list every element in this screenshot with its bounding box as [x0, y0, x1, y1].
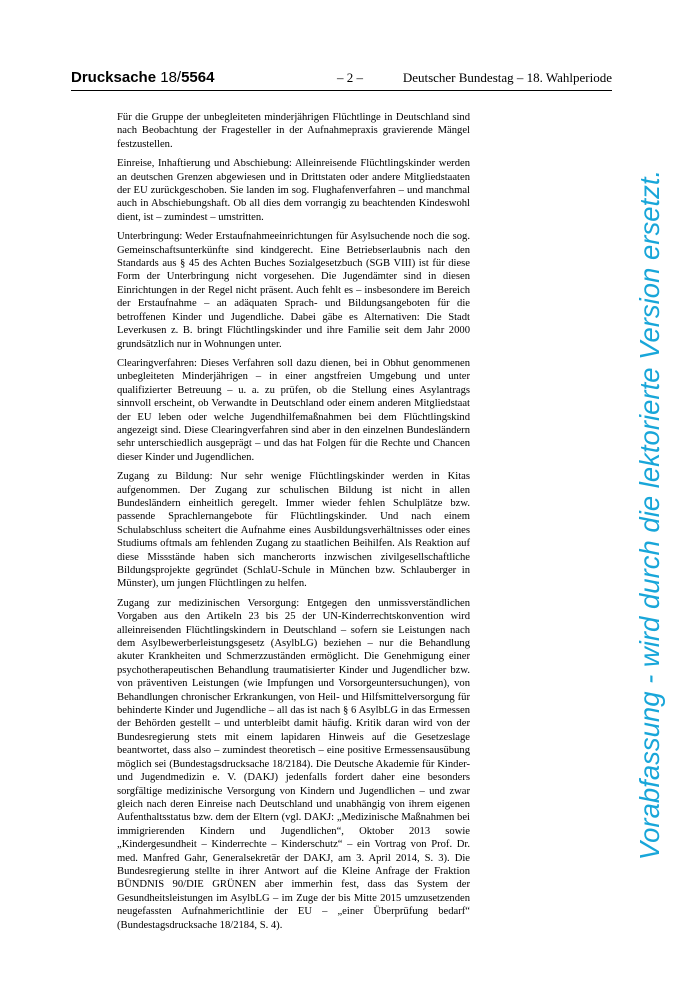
page-number: – 2 –	[337, 70, 363, 85]
paragraph: Unterbringung: Weder Erstaufnahmeeinrichtungen für Asylsuchende noch die sog. Gemeinschaftsunterkünfte sind kindgerecht. Eine Betriebserlaubnis nach den Standards aus § 45 des Achten Buches Sozialgesetzbuch (SGB VIII) ist für diese Form der Unterbringung nicht vorgesehen. Die Jugendämter sind in diesen Einrichtungen in der Regel nicht präsent. Auch fehlt es – insbesondere im Bereich der Erstaufnahme – an adäquaten Sprach- und Bildungsangeboten für die betroffenen Kinder und Jugendliche. Dabei gäbe es Alternativen: Die Stadt Leverkusen z. B. bringt Flüchtlingskinder und ihre Familie seit dem Jahr 2000 grundsätzlich nur in Wohnungen unter.	[117, 231, 470, 350]
paragraph: Zugang zu Bildung: Nur sehr wenige Flüchtlingskinder werden in Kitas aufgenommen. Der Zugang zur schulischen Bildung ist nicht in allen Bundesländern einheitlich geregelt. Immer wieder fehlen Schulplätze bzw. passende Sprachlernangebote für Flüchtlingskinder. Und nach einem Schulabschluss scheitert die Aufnahme eines Ausbildungsverhältnisses oder eines Studiums oftmals am fehlenden Zugang zu staatlichen Beihilfen. Als Reaktion auf diese Missstände haben sich mancherorts inzwischen zivilgesellschaftliche Bildungsprojekte gegründet (SchlaU-Schule in München bzw. Schlauberger in Münster), um jungen Flüchtlingen zu helfen.	[117, 471, 470, 590]
paragraph: Einreise, Inhaftierung und Abschiebung: Alleinreisende Flüchtlingskinder werden an deutschen Grenzen abgewiesen und in Drittstaten oder andere Mitgliedstaaten der EU zurückgeschoben. Sie landen im sog. Flughafenverfahren – und manchmal auch in Abschiebungshaft. Ob all dies dem vorrangig zu beachtenden Kindeswohl dient, ist – zumindest – umstritten.	[117, 158, 470, 223]
document-body	[117, 111, 470, 938]
doc-number-suffix: 5564	[181, 69, 215, 86]
paragraph: Für die Gruppe der unbegleiteten minderjährigen Flüchtlinge in Deutschland sind nach Beobachtung der Fragesteller in der Aufnahmepraxis gravierende Mängel festzustellen.	[117, 112, 470, 150]
institution-label: Deutscher Bundestag – 18. Wahlperiode	[402, 70, 612, 85]
document-number	[71, 69, 214, 86]
doc-label: Drucksache	[71, 69, 157, 86]
paragraph: Clearingverfahren: Dieses Verfahren soll dazu dienen, bei in Obhut genommenen unbegleiteten Minderjährigen – in einer angstfreien Umgebung und unter qualifizierter Betreuung – u. a. zu prüfen, ob die Stellung eines Asylantrags sinnvoll erscheint, ob Verwandte in Deutschland oder einem anderen Mitgliedstaat der EU leben oder welche Jugendhilfemaßnahmen bei dem Flüchtlingskind angezeigt sind. Diese Clearingverfahren sind aber in den einzelnen Bundesländern sehr unterschiedlich ausgeprägt – und das hat Folgen für die Rechte und Chancen dieser Kinder und Jugendlichen.	[117, 357, 470, 463]
header-rule	[71, 90, 612, 91]
page-header	[71, 69, 612, 89]
paragraph: Zugang zur medizinischen Versorgung: Entgegen den unmissverständlichen Vorgaben aus den Artikeln 23 bis 25 der UN-Kinderrechtskonvention wird alleinreisenden Flüchtlingskindern in Deutschland – sofern sie Leistungen nach dem Asylbewerberleistungsgesetz (AsylbLG) beziehen – nur die Behandlung akuter Krankheiten und Schmerzzuständen ermöglicht. Die Genehmigung einer psychotherapeutischen Behandlung traumatisierter Kinder und Jugendlicher bzw. von präventiven Leistungen (wie Impfungen und Vorsorgeuntersuchungen), von Behandlungen chronischer Erkrankungen, von Heil- und Hilfsmittelversorgung für behinderte Kinder und Jugendliche – all das ist nach § 6 AsylbLG in das Ermessen der Behörden gestellt – und unterbleibt damit häufig. Kritik daran wird von der Bundesregierung stets mit einem lapidaren Hinweis auf die Gesetzeslage beantwortet, dass also – zumindest theoretisch – eine positive Ermessensausübung möglich sei (Bundestagsdrucksache 18/2184). Die Deutsche Akademie für Kinder- und Jugendmedizin e. V. (DAKJ) jedenfalls fordert daher eine besonders sorgfältige medizinische Versorgung von Kindern und Jugendlichen – und zwar gleich nach deren Einreise nach Deutschland und unabhängig von ihrem eigenen Aufenthaltsstatus bzw. dem der Eltern (vgl. DAKJ: „Medizinische Maßnahmen bei immigrierenden Kindern und Jugendlichen“, Oktober 2013 sowie „Kindergesundheit – Kinderrechte – Kinderschutz“ – ein Vortrag von Prof. Dr. med. Manfred Gahr, Generalsekretär der DAKJ, am 3. April 2014, S. 3). Die Bundesregierung stellte in ihrer Antwort auf die Kleine Anfrage der Fraktion BÜNDNIS 90/DIE GRÜNEN aber immerhin fest, dass das System der Gesundheitsleistungen im AsylbLG – im Zuge der bis Mitte 2015 umzusetzenden neugefassten Aufnahmerichtlinie der EU – „einer Überprüfung bedarf“ (Bundestagsdrucksache 18/2184, S. 4).	[117, 597, 470, 931]
doc-number-prefix: 18/	[160, 69, 182, 86]
watermark-text: Vorabfassung - wird durch die lektorierte Version ersetzt.	[634, 169, 665, 861]
